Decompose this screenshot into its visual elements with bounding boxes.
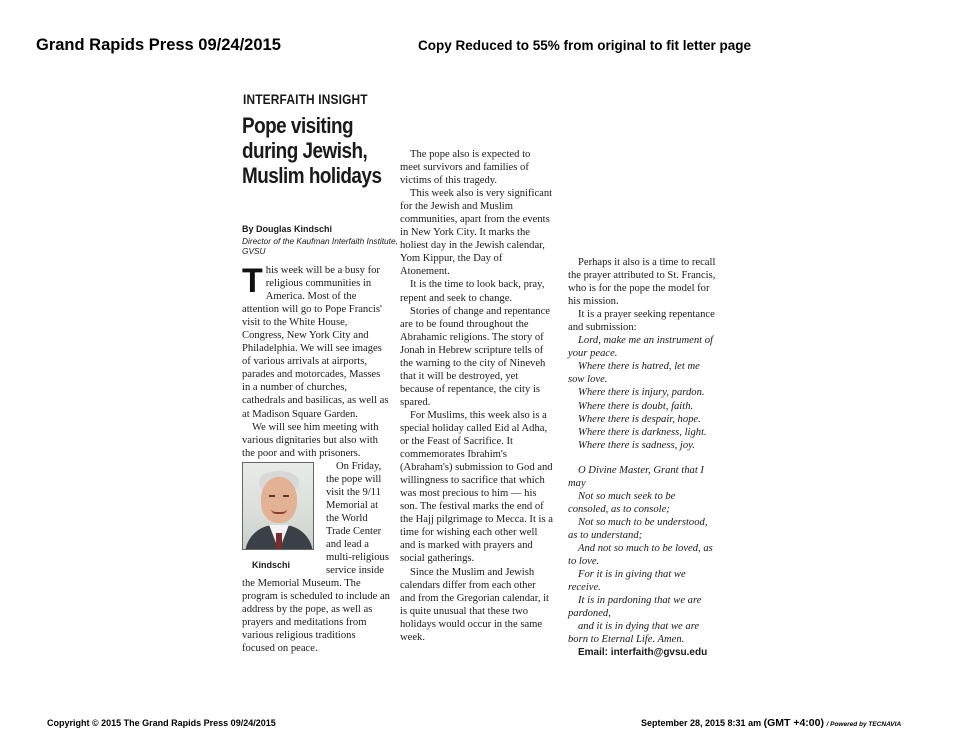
publication-title: Grand Rapids Press 09/24/2015 <box>36 36 281 54</box>
article-column-1 <box>242 264 390 655</box>
paragraph: Stories of change and repentance are to be found throughout the Abrahamic religions. The story of Jonah in Hebrew scripture tells of the warning to the city of Nineveh that it will be destroyed, yet because of repentance, the city is spared. <box>400 305 551 408</box>
copyright-notice: Copyright © 2015 The Grand Rapids Press 09/24/2015 <box>47 718 276 728</box>
prayer-line: Where there is sadness, joy. <box>578 439 695 451</box>
prayer-line: Where there is despair, hope. <box>578 413 701 425</box>
timezone: (GMT +4:00) <box>763 717 824 729</box>
article-column-3 <box>568 256 718 659</box>
prayer-line: Not so much seek to be consoled, as to console; <box>568 490 676 515</box>
drop-cap: T <box>242 262 263 300</box>
paragraph: For Muslims, this week also is a special holiday called Eid al Adha, or the Feast of Sacrifice. It commemorates Ibrahim's (Abraham's) submission to God and willingness to sacrifice that which was most precious to him — his son. The festival marks the end of the Hajj pilgrimage to Mecca. It is a time for wishing each other well and is marked with prayers and social gatherings. <box>400 409 553 565</box>
photo-caption: Kindschi <box>252 559 291 570</box>
prayer-line: Where there is darkness, light. <box>578 426 707 438</box>
paragraph: This week also is very significant for the Jewish and Muslim communities, apart from the events in New York City. It marks the holiest day in the Jewish calendar, Yom Kippur, the Day of Atonement. <box>400 188 553 278</box>
author-email: Email: interfaith@gvsu.edu <box>578 647 708 659</box>
print-timestamp <box>641 717 901 729</box>
paragraph: Perhaps it also is a time to recall the prayer attributed to St. Francis, who is for the pope the model for his mission. <box>568 257 716 308</box>
paragraph: The pope also is expected to meet survivors and families of victims of this tragedy. <box>400 149 531 187</box>
author-title: Director of the Kaufman Interfaith Institute, GVSU <box>242 236 398 256</box>
byline: By Douglas Kindschi <box>242 224 333 234</box>
paragraph: It is a prayer seeking repentance and submission: <box>568 309 715 334</box>
reduction-note: Copy Reduced to 55% from original to fit letter page <box>418 38 752 53</box>
author-photo <box>242 462 320 572</box>
prayer-line: Lord, make me an instrument of your peace. <box>568 335 713 360</box>
prayer-line: And not so much to be loved, as to love. <box>568 542 713 568</box>
prayer-line: Where there is hatred, let me sow love. <box>568 361 700 386</box>
prayer-line: Not so much to be understood, as to understand; <box>568 516 708 541</box>
prayer-line: It is in pardoning that we are pardoned, <box>568 595 702 620</box>
paragraph: his week will be a busy for religious communities in America. Most of the attention will go to Pope Francis' visit to the White House, Congress, New York City and Philadelphia. We will see images of various arrivals at airports, parades and motorcades, Masses in a number of churches, cathedrals and basilicas, as well as at Madison Square Garden. <box>242 265 389 420</box>
prayer-line: For it is in giving that we receive. <box>568 569 686 594</box>
article-clipping <box>240 88 730 692</box>
prayer-line: Where there is injury, pardon. <box>578 387 705 399</box>
timestamp: September 28, 2015 8:31 am <box>641 718 762 728</box>
column-kicker: INTERFAITH INSIGHT <box>243 91 368 107</box>
prayer-line: O Divine Master, Grant that I may <box>568 464 704 489</box>
paragraph: We will see him meeting with various dignitaries but also with the poor and with prisoners. <box>242 421 379 459</box>
headline-line: Pope visiting <box>242 113 354 138</box>
paragraph: Since the Muslim and Jewish calendars differ from each other and from the Gregorian calendar, it is quite unusual that these two holidays would occur in the same week. <box>400 566 550 643</box>
prayer-line: Where there is doubt, faith. <box>578 400 694 412</box>
headline-line: Muslim holidays <box>242 163 382 188</box>
headline <box>242 113 414 188</box>
prayer-line: and it is in dying that we are born to Eternal Life. Amen. <box>568 621 700 646</box>
paragraph: On Friday, the pope will visit the 9/11 Memorial at the World Trade Center and lead a multi-religious service inside the Memorial Museum. The program is scheduled to include an address by the pope, as well as prayers and meditations from various religious traditions focused on peace. <box>242 460 390 655</box>
article-column-2 <box>400 148 553 644</box>
powered-by: / Powered by TECNAVIA <box>826 721 902 728</box>
headline-line: during Jewish, <box>242 138 368 163</box>
paragraph: It is the time to look back, pray, repent and seek to change. <box>400 279 545 304</box>
